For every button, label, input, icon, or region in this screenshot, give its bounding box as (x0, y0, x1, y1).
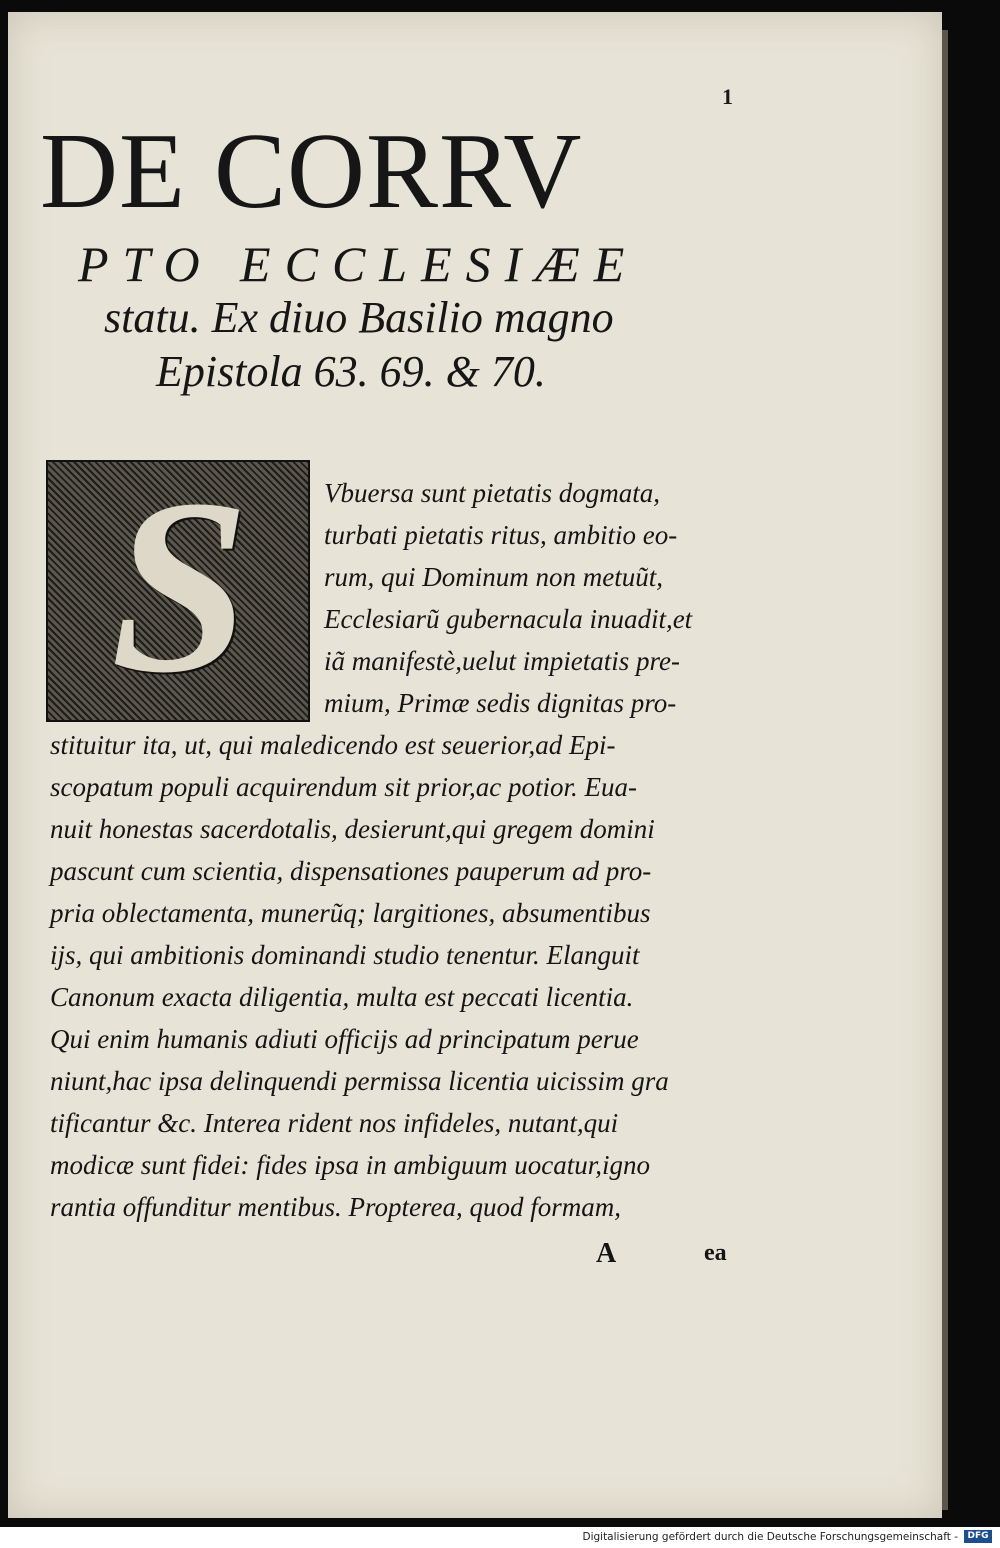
page-number: 1 (722, 84, 733, 109)
body-line: Vbuersa sunt pietatis dogmata, (324, 478, 660, 508)
body-line: ijs, qui ambitionis dominandi studio tenentur. Elanguit (50, 940, 640, 970)
footer-credit: Digitalisierung gefördert durch die Deutsche Forschungsgemeinschaft - (582, 1531, 958, 1543)
dfg-logo-icon: DFG (964, 1530, 992, 1543)
body-line: Ecclesiarũ gubernacula inuadit,et (324, 604, 693, 634)
body-line: turbati pietatis ritus, ambitio eo- (324, 520, 678, 550)
body-line: Canonum exacta diligentia, multa est peccati licentia. (50, 982, 634, 1012)
title-line-3: statu. Ex diuo Basilio magno (104, 293, 614, 342)
body-line: stituitur ita, ut, qui maledicendo est seuerior,ad Epi- (50, 730, 616, 760)
body-line: rantia offunditur mentibus. Propterea, quod formam, (50, 1192, 621, 1222)
body-line: tificantur &c. Interea rident nos infideles, nutant,qui (50, 1108, 619, 1138)
signature-mark: A (596, 1238, 617, 1269)
page-edge (942, 30, 948, 1510)
body-line: rum, qui Dominum non metuũt, (324, 562, 663, 592)
body-line: pria oblectamenta, munerũq; largitiones, absumentibus (50, 898, 651, 928)
body-line: scopatum populi acquirendum sit prior,ac potior. Eua- (50, 772, 637, 802)
title-line-1: DE CORRV (40, 112, 583, 231)
decorated-initial (46, 448, 310, 725)
title-line-4: Epistola 63. 69. & 70. (156, 347, 546, 396)
body-line: mium, Primæ sedis dignitas pro- (324, 688, 677, 718)
catchword: ea (704, 1240, 727, 1266)
body-line: modicæ sunt fidei: fides ipsa in ambiguum uocatur,igno (50, 1150, 650, 1180)
body-line: Qui enim humanis adiuti officijs ad principatum perue (50, 1024, 639, 1054)
body-line: nuit honestas sacerdotalis, desierunt,qui gregem domini (50, 814, 655, 844)
body-line: iã manifestè,uelut impietatis pre- (324, 646, 680, 676)
initial-letter: S (110, 448, 250, 725)
body-line: niunt,hac ipsa delinquendi permissa licentia uicissim gra (50, 1066, 669, 1096)
title-line-2: PTO ECCLESIÆE (78, 236, 639, 292)
body-line: pascunt cum scientia, dispensationes pauperum ad pro- (50, 856, 652, 886)
